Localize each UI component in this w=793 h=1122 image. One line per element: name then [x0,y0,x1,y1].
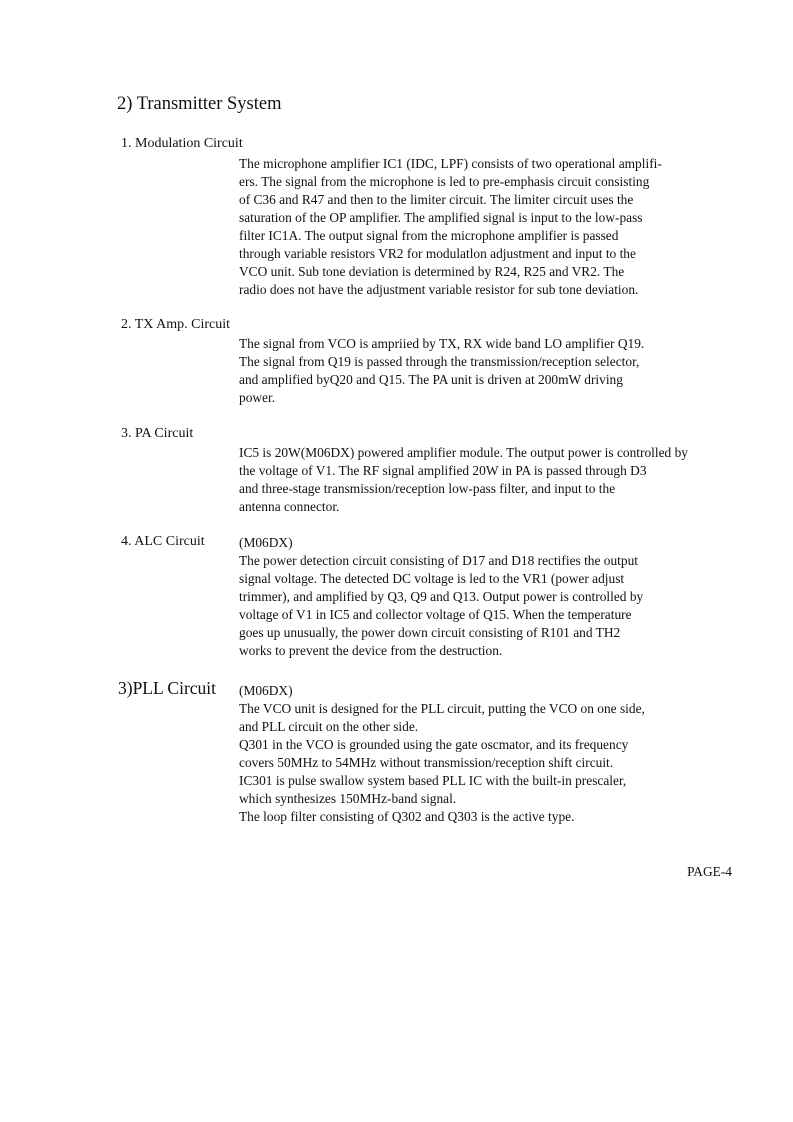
pll-line: The loop filter consisting of Q302 and Q303 is the active type. [239,809,575,824]
modulation-heading: 1. Modulation Circuit [121,136,243,151]
alc-line: voltage of V1 in IC5 and collector voltage of Q15. When the temperature [239,607,632,622]
alc-line: signal voltage. The detected DC voltage is led to the VR1 (power adjust [239,571,625,586]
pll-line: IC301 is pulse swallow system based PLL IC with the built-in prescaler, [239,773,627,788]
modulation-line: ers. The signal from the microphone is led to pre-emphasis circuit consisting [239,174,650,189]
pa-body [239,444,688,516]
tx-amp-body [239,335,644,407]
pll-line: The VCO unit is designed for the PLL circuit, putting the VCO on one side, [239,701,645,716]
tx-amp-line: power. [239,390,276,405]
modulation-line: VCO unit. Sub tone deviation is determined by R24, R25 and VR2. The [239,264,625,279]
alc-line: goes up unusually, the power down circuit consisting of R101 and TH2 [239,625,621,640]
modulation-line: through variable resistors VR2 for modulatlon adjustment and input to the [239,246,636,261]
pll-heading: 3)PLL Circuit [118,678,217,698]
tx-amp-heading: 2. TX Amp. Circuit [121,317,231,332]
modulation-line: The microphone amplifier IC1 (IDC, LPF) consists of two operational amplifi- [239,156,662,171]
pll-line: covers 50MHz to 54MHz without transmission/reception shift circuit. [239,755,614,770]
pa-line: antenna connector. [239,499,340,514]
pa-heading: 3. PA Circuit [121,426,194,441]
pa-line: and three-stage transmission/reception low-pass filter, and input to the [239,481,616,496]
alc-line: The power detection circuit consisting of D17 and D18 rectifies the output [239,553,639,568]
pll-line: and PLL circuit on the other side. [239,719,419,734]
pa-line: the voltage of V1. The RF signal amplified 20W in PA is passed through D3 [239,463,647,478]
modulation-line: saturation of the OP amplifier. The amplified signal is input to the low-pass [239,210,643,225]
alc-line: works to prevent the device from the destruction. [239,643,503,658]
page-number: PAGE-4 [687,864,732,879]
alc-body [239,534,643,660]
modulation-line: radio does not have the adjustment variable resistor for sub tone deviation. [239,282,639,297]
tx-amp-line: The signal from Q19 is passed through the transmission/reception selector, [239,354,640,369]
pll-line: which synthesizes 150MHz-band signal. [239,791,457,806]
pa-line: IC5 is 20W(M06DX) powered amplifier module. The output power is controlled by [239,445,688,460]
modulation-line: filter IC1A. The output signal from the microphone amplifier is passed [239,228,619,243]
modulation-body [239,155,662,299]
tx-amp-line: and amplified byQ20 and Q15. The PA unit is driven at 200mW driving [239,372,623,387]
pll-line: (M06DX) [239,683,293,698]
pll-body [239,682,645,826]
alc-line: trimmer), and amplified by Q3, Q9 and Q13. Output power is controlled by [239,589,644,604]
alc-heading: 4. ALC Circuit [121,534,205,549]
pll-line: Q301 in the VCO is grounded using the gate oscmator, and its frequency [239,737,629,752]
modulation-line: of C36 and R47 and then to the limiter circuit. The limiter circuit uses the [239,192,634,207]
tx-amp-line: The signal from VCO is ampriied by TX, RX wide band LO amplifier Q19. [239,336,645,351]
section-title: 2) Transmitter System [117,94,282,114]
alc-line: (M06DX) [239,535,293,550]
